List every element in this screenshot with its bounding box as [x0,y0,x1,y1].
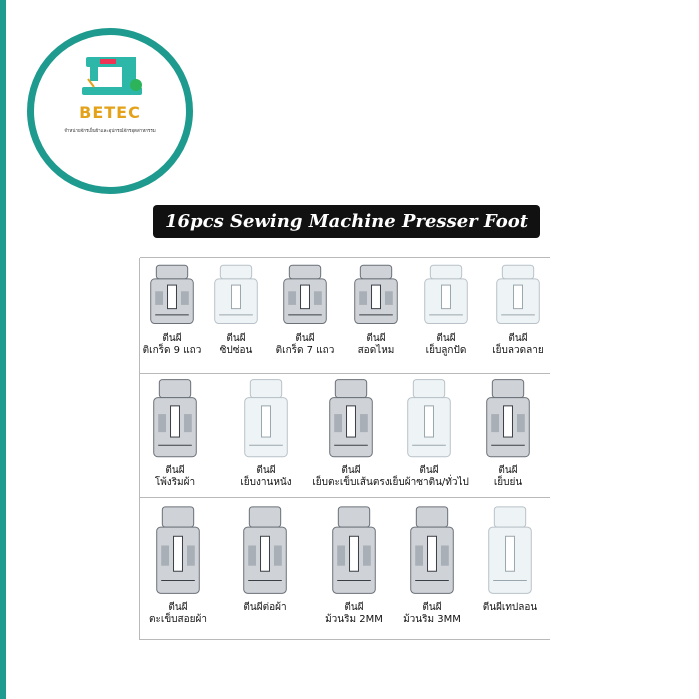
label-line-2: ตะเข็บสอยผ้า [149,614,207,625]
label-line-2: เย็บตะเข็บเส้นตรง [312,477,390,488]
label-line-2: โพ้งริมผ้า [154,477,196,488]
label-line-2: ติเกร็ด 7 แถว [275,345,335,356]
presser-foot-icon [401,378,457,460]
label-line-1: ตีนผี [366,333,386,344]
presser-foot-icon [144,264,200,326]
presser-foot-item [326,505,382,597]
row-divider [140,639,550,640]
presser-foot-label [458,465,558,489]
row-divider [140,373,550,374]
presser-foot-label [468,333,568,357]
label-line-1: ตีนผีต่อผ้า [243,602,287,613]
label-line-2: ม้วนริม 3MM [403,614,461,625]
label-line-2: สอดไหม [357,345,395,356]
label-line-1: ตีนผี [162,333,182,344]
presser-foot-icon [147,378,203,460]
sewing-machine-icon [34,35,186,105]
presser-foot-item [480,378,536,460]
presser-foot-icon [482,505,538,597]
label-line-1: ตีนผี [508,333,528,344]
presser-foot-item [401,378,457,460]
presser-foot-icon [326,505,382,597]
label-line-2: ม้วนริม 2MM [325,614,383,625]
presser-foot-item [277,264,333,326]
logo-subtitle: จำหน่ายจักรเย็บผ้าและอุปกรณ์จักรอุตสาหกรรม [64,129,156,134]
presser-foot-icon [348,264,404,326]
presser-foot-label [460,602,560,614]
presser-foot-item [150,505,206,597]
row-divider [140,257,550,258]
column-divider [139,258,140,640]
logo-brand-name: BETEC [79,103,141,122]
presser-foot-label [128,602,228,626]
presser-foot-icon [238,378,294,460]
presser-foot-item [238,378,294,460]
label-line-2: เย็บลูกปัด [425,345,467,356]
presser-foot-icon [323,378,379,460]
label-line-1: ตีนผี [165,465,185,476]
label-line-1: ตีนผี [295,333,315,344]
label-line-1: ตีนผี [226,333,246,344]
presser-foot-item [144,264,200,326]
presser-foot-item [323,378,379,460]
presser-foot-item [418,264,474,326]
label-line-1: ตีนผี [256,465,276,476]
presser-foot-item [482,505,538,597]
label-line-1: ตีนผี [419,465,439,476]
label-line-2: เย็บงานหนัง [240,477,292,488]
presser-foot-icon [237,505,293,597]
label-line-1: ตีนผี [344,602,364,613]
row-divider [140,497,550,498]
left-accent-strip [0,0,6,699]
label-line-1: ตีนผี [422,602,442,613]
label-line-1: ตีนผีเทปลอน [482,602,538,613]
presser-foot-icon [404,505,460,597]
label-line-1: ตีนผี [498,465,518,476]
label-line-2: ติเกร็ด 9 แถว [142,345,202,356]
presser-foot-label [215,602,315,614]
presser-foot-label [125,465,225,489]
label-line-2: เย็บลวดลาย [492,345,544,356]
presser-foot-item [208,264,264,326]
presser-foot-item [348,264,404,326]
presser-foot-item [147,378,203,460]
label-line-2: ซิปซ่อน [219,345,253,356]
label-line-1: ตีนผี [436,333,456,344]
presser-foot-item [237,505,293,597]
betec-logo [27,28,193,194]
label-line-2: เย็บย่น [493,477,523,488]
presser-foot-icon [490,264,546,326]
presser-foot-icon [208,264,264,326]
presser-foot-icon [277,264,333,326]
presser-foot-icon [150,505,206,597]
label-line-1: ตีนผี [168,602,188,613]
presser-foot-icon [418,264,474,326]
presser-foot-icon [480,378,536,460]
presser-foot-item [490,264,546,326]
presser-foot-item [404,505,460,597]
banner-title: 16pcs Sewing Machine Presser Foot [153,205,540,238]
label-line-2: เย็บผ้าซาติน/ทั่วไป [389,477,469,488]
label-line-1: ตีนผี [341,465,361,476]
